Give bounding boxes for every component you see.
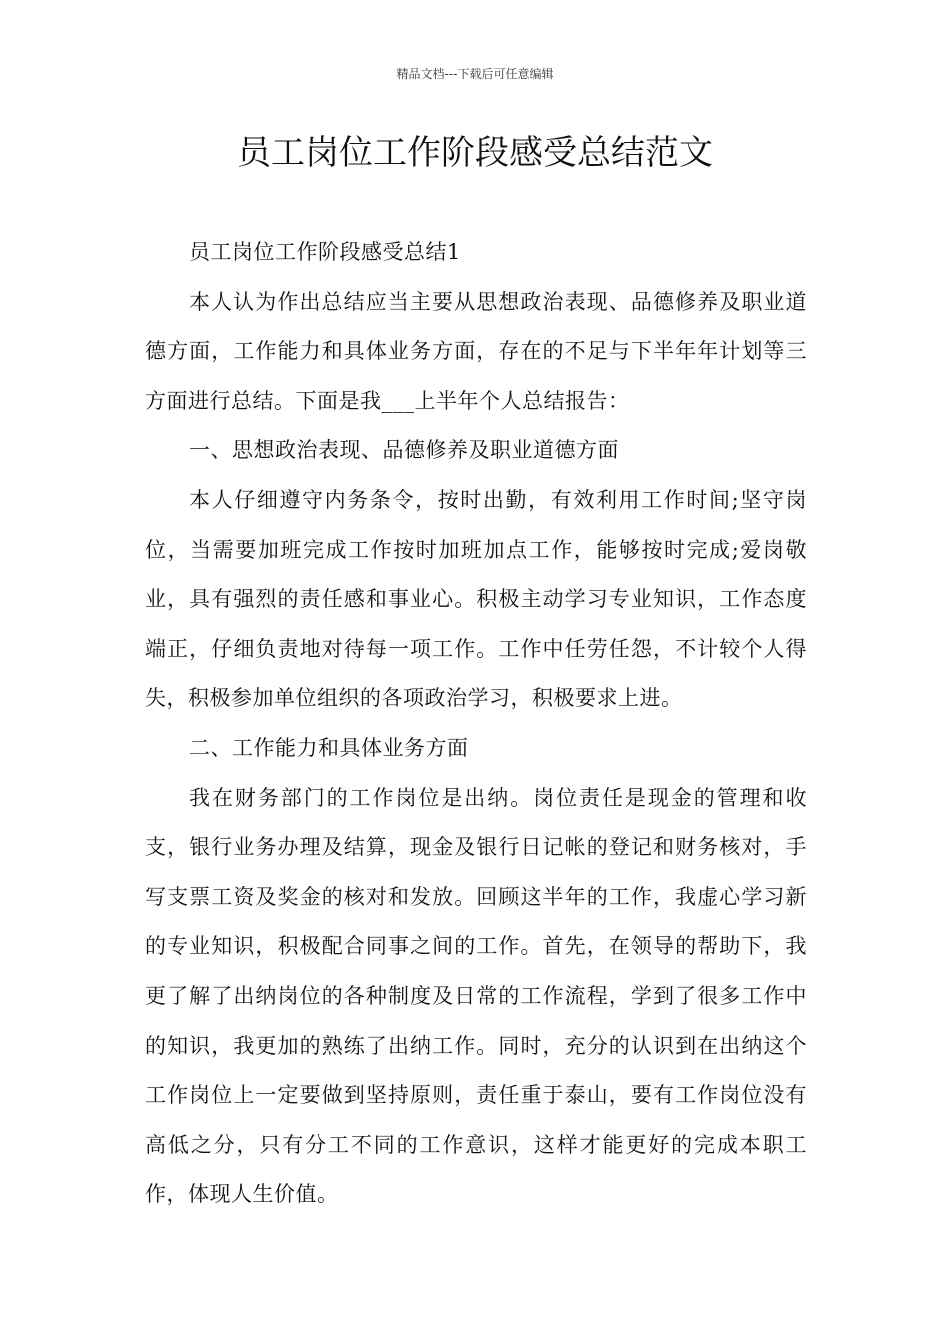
work-ability-paragraph: 我在财务部门的工作岗位是出纳。岗位责任是现金的管理和收支，银行业务办理及结算，现金及银行日记帐的登记和财务核对，手写支票工资及奖金的核对和发放。回顾这半年的工作，我虚心学习新的专业知识，积极配合同事之间的工作。首先，在领导的帮助下，我更了解了出纳岗位的各种制度及日常的工作流程，学到了很多工作中的知识，我更加的熟练了出纳工作。同时，充分的认识到在出纳这个工作岗位上一定要做到坚持原则，责任重于泰山，要有工作岗位没有高低之分，只有分工不同的工作意识，这样才能更好的完成本职工作，体现人生价值。 [145,785,807,1207]
political-conduct-paragraph: 本人仔细遵守内务条令，按时出勤，有效利用工作时间;坚守岗位，当需要加班完成工作按时加班加点工作，能够按时完成;爱岗敬业，具有强烈的责任感和事业心。积极主动学习专业知识，工作态度端正，仔细负责地对待每一项工作。工作中任劳任怨，不计较个人得失，积极参加单位组织的各项政治学习，积极要求上进。 [145,487,807,711]
document-title: 员工岗位工作阶段感受总结范文 [237,133,713,173]
intro-paragraph: 本人认为作出总结应当主要从思想政治表现、品德修养及职业道德方面，工作能力和具体业务方面，存在的不足与下半年年计划等三方面进行总结。下面是我___上半年个人总结报告： [145,289,807,413]
document-body [145,228,807,1220]
section-heading-summary-1: 员工岗位工作阶段感受总结1 [189,240,461,264]
header-note: 精品文档---下载后可任意编辑 [396,67,554,81]
section-heading-political-conduct: 一、思想政治表现、品德修养及职业道德方面 [189,438,619,463]
section-heading-work-ability: 二、工作能力和具体业务方面 [189,735,469,760]
